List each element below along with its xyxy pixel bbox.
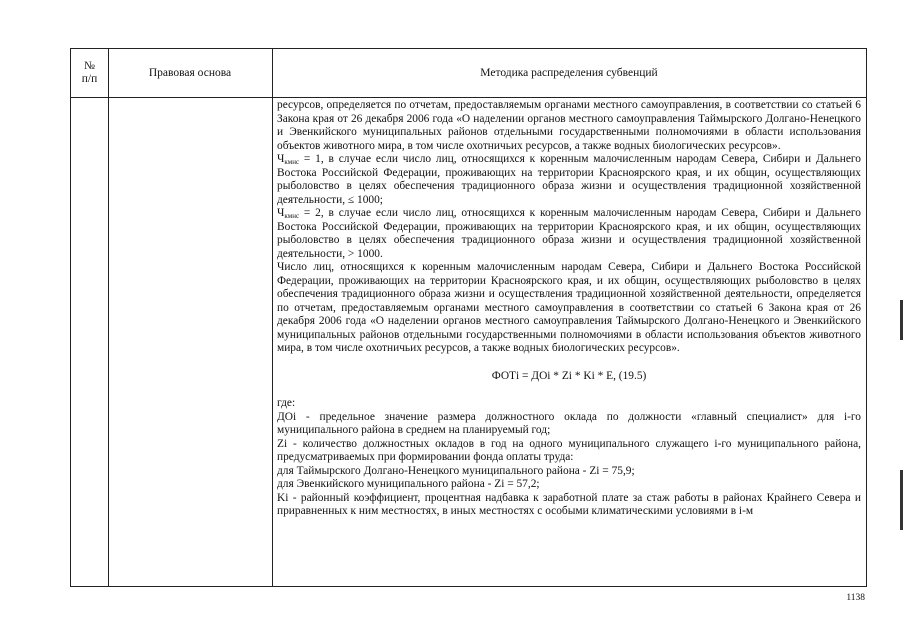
paragraph: Число лиц, относящихся к коренным малочисленным народам Севера, Сибири и Дальнего Востока Российской Федерации, проживающих на территории Красноярского края, и их общин, осуществляющих рыболовство в целях обеспечения традиционного образа жизни и осуществления традиционной хозяйственной деятельности, определяется по отчетам, предоставляемым органами местного самоуправления в соответствии со статьей 6 Закона края от 26 декабря 2006 года «О наделении органов местного самоуправления Таймырского Долгано-Ненецкого и Эвенкийского муниципальных районов отдельными государственными полномочиями в области использования объектов животного мира, в том числе охотничьих ресурсов, а также водных биологических ресурсов». xyxy=(277,261,861,354)
paragraph: для Таймырского Долгано-Ненецкого муниципального района - Zi = 75,9; xyxy=(277,464,635,477)
variable-symbol: Ч xyxy=(277,153,285,165)
header-legal-basis: Правовая основа xyxy=(148,66,232,79)
paragraph: для Эвенкийского муниципального района - Zi = 57,2; xyxy=(277,478,540,490)
paragraph: ДОi - предельное значение размера должностного оклада по должности «главный специалист» для i-го муниципального района в среднем на планируемый год; xyxy=(277,410,861,436)
paragraph-text: = 2, в случае если число лиц, относящихся к коренным малочисленным народам Севера, Сибири и Дальнего Востока Российской Федерации, проживающих на территории Красноярского края, и их общин, осуществляющих рыболовство в целях обеспечения традиционного образа жизни и осуществления традиционной хозяйственной деятельности, > 1000. xyxy=(277,207,861,260)
variable-subscript: кмнс xyxy=(284,158,300,166)
variable-subscript: кмнс xyxy=(284,212,300,220)
column-divider xyxy=(272,49,273,586)
column-divider xyxy=(108,49,109,586)
scan-artifact xyxy=(900,470,903,530)
header-number xyxy=(71,49,108,97)
header-methodology: Методика распределения субвенций xyxy=(480,66,658,79)
variable-symbol: Ч xyxy=(277,207,285,219)
paragraph xyxy=(277,153,861,207)
paragraph: Zi - количество должностных окладов в год на одного муниципального служащего i-го муниципального района, предусматриваемых при формировании фонда оплаты труда: xyxy=(277,437,861,463)
paragraph: Ki - районный коэффициент, процентная надбавка к заработной плате за стаж работы в районах Крайнего Севера и приравненных к ним местностях, в иных местностях с особыми климатическими условиями в i-м xyxy=(277,491,861,517)
paragraph-text: = 1, в случае если число лиц, относящихся к коренным малочисленным народам Севера, Сибири и Дальнего Востока Российской Федерации, проживающих на территории Красноярского края, и их общин, осуществляющих рыболовство в целях обеспечения традиционного образа жизни и осуществления традиционной хозяйственной деятельности, ≤ 1000; xyxy=(277,153,861,206)
formula: ФОТi = ДОi * Zi * Ki * E, (19.5) xyxy=(491,369,647,382)
methodology-cell xyxy=(277,99,861,586)
header-number-line2: п/п xyxy=(81,73,98,85)
page-number: 1138 xyxy=(846,593,865,603)
where-label: где: xyxy=(277,397,296,409)
paragraph xyxy=(277,207,861,261)
paragraph: ресурсов, определяется по отчетам, предоставляемым органами местного самоуправления, в соответствии со статьей 6 Закона края от 26 декабря 2006 года «О наделении органов местного самоуправления Таймырского Долгано-Ненецкого и Эвенкийского муниципальных районов отдельными государственными полномочиями в области использования объектов животного мира, в том числе охотничьих ресурсов, а также водных биологических ресурсов». xyxy=(277,99,861,152)
document-table xyxy=(70,48,867,587)
header-number-line1: № xyxy=(84,60,95,72)
header-divider xyxy=(71,97,866,98)
scan-artifact xyxy=(900,300,903,340)
